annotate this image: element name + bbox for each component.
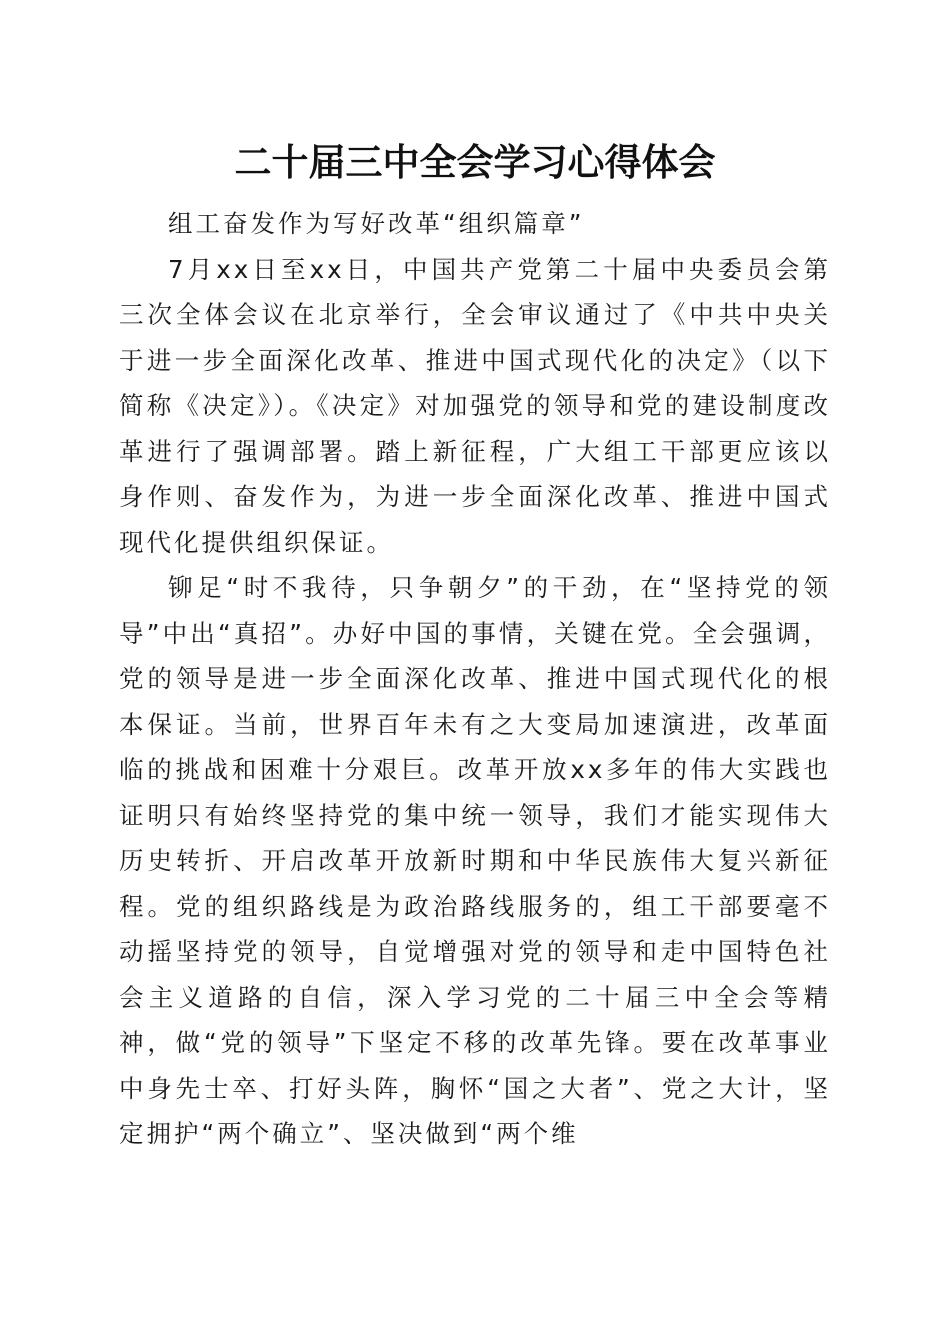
document-title: 二十届三中全会学习心得体会 bbox=[234, 140, 716, 184]
subtitle-paragraph: 组工奋发作为写好改革“组织篇章” bbox=[168, 209, 585, 238]
body-paragraph: 铆足“时不我待，只争朝夕”的干劲，在“坚持党的领导”中出“真招”。办好中国的事情，关键在党。全会强调，党的领导是进一步全面深化改革、推进中国式现代化的根本保证。当前，世界百年未有之大变局加速演进，改革面临的挑战和困难十分艰巨。改革开放xx多年的伟大实践也证明只有始终坚持党的集中统一领导，我们才能实现伟大历史转折、开启改革开放新时期和中华民族伟大复兴新征程。党的组织路线是为政治路线服务的，组工干部要毫不动摇坚持党的领导，自觉增强对党的领导和走中国特色社会主义道路的自信，深入学习党的二十届三中全会等精神，做“党的领导”下坚定不移的改革先锋。要在改革事业中身先士卒、打好头阵，胸怀“国之大者”、党之大计，坚定拥护“两个确立”、坚决做到“两个维 bbox=[119, 573, 831, 1148]
body-paragraph: 7月xx日至xx日，中国共产党第二十届中央委员会第三次全体会议在北京举行，全会审议通过了《中共中央关于进一步全面深化改革、推进中国式现代化的决定》（以下简称《决定》）。《决定》对加强党的领导和党的建设制度改革进行了强调部署。踏上新征程，广大组工干部更应该以身作则、奋发作为，为进一步全面深化改革、推进中国式现代化提供组织保证。 bbox=[119, 254, 831, 557]
document-body bbox=[119, 201, 831, 1157]
